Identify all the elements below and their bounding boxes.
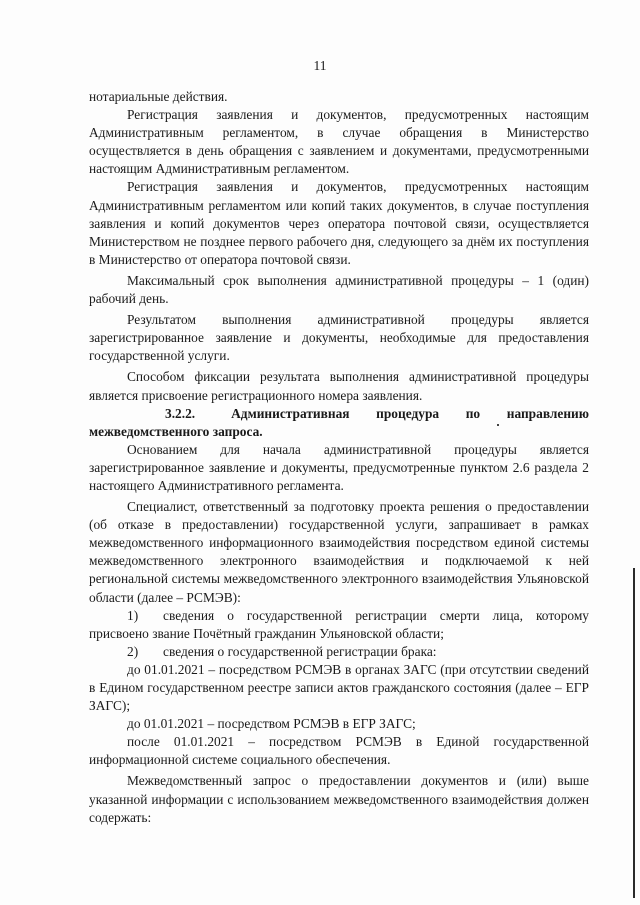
- section-number: 3.2.2.: [165, 405, 196, 421]
- list-item-number: 2): [127, 643, 139, 659]
- paragraph: Способом фиксации результата выполнения административной процедуры является присвоение регистрационного номера заявления.: [89, 369, 589, 403]
- paragraph: Основанием для начала административной процедуры является зарегистрированное заявление и документы, предусмотренные пунктом 2.6 раздела 2 настоящего Административного регламента.: [89, 441, 589, 493]
- paragraph: Регистрация заявления и документов, предусмотренных настоящим Административным регламентом или копий таких документов, в случае поступления заявления и копий документов через оператора почтовой связи, осуществляется Министерством не позднее первого рабочего дня, следующего за днём их поступления в Министерство от оператора почтовой связи.: [89, 179, 589, 267]
- section-title: Административная процедура по направлению межведомственного запроса.: [89, 405, 589, 439]
- section-heading: [89, 405, 589, 441]
- document-body: [89, 88, 589, 827]
- list-item: [89, 643, 589, 661]
- page-number: 11: [313, 58, 327, 73]
- list-item-text: сведения о государственной регистрации смерти лица, которому присвоено звание Почётный гражданин Ульяновской области;: [89, 607, 589, 641]
- list-item: [89, 607, 589, 643]
- scan-edge-line: [633, 568, 635, 898]
- list-item-number: 1): [127, 607, 139, 623]
- paragraph: Максимальный срок выполнения административной процедуры – 1 (один) рабочий день.: [89, 272, 589, 307]
- paragraph: Специалист, ответственный за подготовку проекта решения о предоставлении (об отказе в предоставлении) государственной услуги, запрашивает в рамках межведомственного информационного взаимодействия посредством единой системы межведомственного электронного взаимодействия и подключаемой к ней региональной системы межведомственного электронного взаимодействия Ульяновской области (далее – РСМЭВ):: [89, 499, 589, 605]
- list-item-text: сведения о государственной регистрации брака:: [163, 643, 437, 659]
- paragraph: до 01.01.2021 – посредством РСМЭВ в органах ЗАГС (при отсутствии сведений в Едином государственном реестре записи актов гражданского состояния (далее – ЕГР ЗАГС);: [89, 661, 589, 714]
- paragraph: после 01.01.2021 – посредством РСМЭВ в Единой государственной информационной системе социального обеспечения.: [89, 734, 589, 768]
- paragraph: Межведомственный запрос о предоставлении документов и (или) выше указанной информации с использованием межведомственного взаимодействия должен содержать:: [89, 773, 589, 825]
- paragraph: нотариальные действия.: [89, 89, 228, 104]
- paragraph: Результатом выполнения административной процедуры является зарегистрированное заявление и документы, необходимые для предоставления государственной услуги.: [89, 312, 589, 364]
- paragraph: Регистрация заявления и документов, предусмотренных настоящим Административным регламентом, в случае обращения в Министерство осуществляется в день обращения с заявлением и документами, предусмотренными настоящим Административным регламентом.: [89, 107, 589, 177]
- paragraph: до 01.01.2021 – посредством РСМЭВ в ЕГР ЗАГС;: [127, 716, 416, 732]
- scan-speck: [497, 424, 499, 426]
